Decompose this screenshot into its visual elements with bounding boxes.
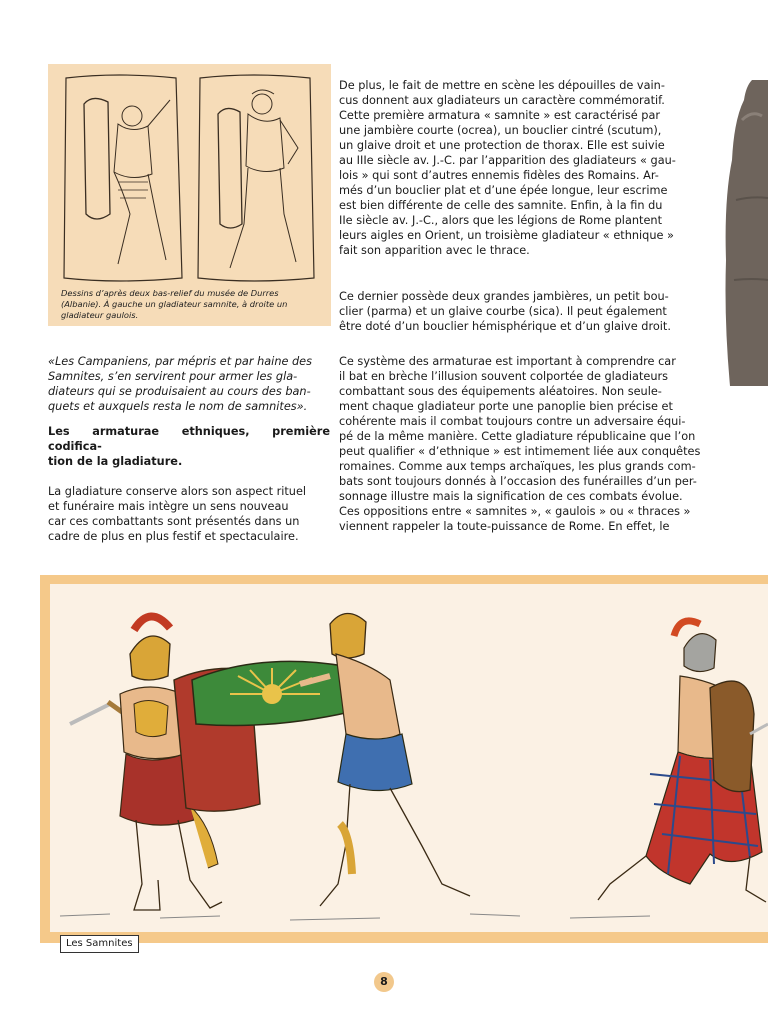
text-line: au IIIe siècle av. J.-C. par l’apparition des gladiateurs « gau- bbox=[339, 154, 676, 167]
text-line: Samnites, s’en servirent pour armer les gla- bbox=[48, 370, 298, 383]
stele-photo bbox=[722, 80, 768, 386]
text-line: est bien différente de celle des samnite. Enfin, à la fin du bbox=[339, 199, 663, 212]
text-line: quets et auxquels resta le nom de samnites». bbox=[48, 400, 308, 413]
campanian-quote bbox=[48, 354, 330, 414]
samnite-gladiators-illustration bbox=[50, 584, 768, 936]
text-line: peut qualifier « d’ethnique » est intimement liée aux conquêtes bbox=[339, 445, 701, 458]
text-line: viennent rappeler la toute-puissance de Rome. En effet, le bbox=[339, 520, 670, 533]
text-line: cus donnent aux gladiateurs un caractère commémoratif. bbox=[339, 94, 665, 107]
text-line: ment chaque gladiateur porte une panoplie bien précise et bbox=[339, 400, 673, 413]
gladiator-gaul bbox=[598, 621, 768, 902]
text-line: romaines. Comme aux temps archaïques, les plus grands com- bbox=[339, 460, 696, 473]
text-line: La gladiature conserve alors son aspect rituel bbox=[48, 485, 307, 498]
text-line: sonnage illustre mais la signification de ces combats évolue. bbox=[339, 490, 683, 503]
text-line: car ces combattants sont présentés dans un bbox=[48, 515, 300, 528]
figure-caption: Dessins d’après deux bas-relief du musée de Durres (Albanie). À gauche un gladiateur samnite, à droite un gladiateur gaulois. bbox=[61, 288, 288, 320]
section-heading bbox=[48, 424, 330, 469]
relief-sketches-illustration bbox=[48, 64, 331, 326]
paragraph-armaturae-system bbox=[339, 354, 721, 534]
text-line: lois » qui sont d’autres ennemis fidèles des Romains. Ar- bbox=[339, 169, 659, 182]
text-line: cohérente mais il combat toujours contre un adversaire équi- bbox=[339, 415, 686, 428]
text-line: IIe siècle av. J.-C., alors que les légions de Rome plantent bbox=[339, 214, 662, 227]
text-line: més d’un bouclier plat et d’une épée longue, leur escrime bbox=[339, 184, 668, 197]
text-line: Les armaturae ethniques, première codifica- bbox=[48, 425, 330, 453]
text-line: diateurs qui se produisaient au cours des ban- bbox=[48, 385, 311, 398]
paragraph-ritual bbox=[48, 484, 330, 544]
text-line: tion de la gladiature. bbox=[48, 455, 183, 468]
text-line: Ces oppositions entre « samnites », « gaulois » ou « thraces » bbox=[339, 505, 691, 518]
text-line: Ce dernier possède deux grandes jambières, un petit bou- bbox=[339, 290, 669, 303]
text-line: être doté d’un bouclier hémisphérique et d’un glaive droit. bbox=[339, 320, 671, 333]
text-line: pé de la même manière. Cette gladiature républicaine que l’on bbox=[339, 430, 696, 443]
text-line: Cette première armatura « samnite » est caractérisé par bbox=[339, 109, 661, 122]
text-line: une jambière courte (ocrea), un bouclier cintré (scutum), bbox=[339, 124, 662, 137]
text-line: combattant sous des équipements aléatoires. Non seule- bbox=[339, 385, 662, 398]
text-line: un glaive droit et une protection de thorax. Elle est suivie bbox=[339, 139, 665, 152]
text-line: «Les Campaniens, par mépris et par haine des bbox=[48, 355, 313, 368]
text-line: bats sont toujours donnés à l’occasion des funérailles d’un per- bbox=[339, 475, 697, 488]
gladiator-samnite-right bbox=[300, 613, 470, 906]
paragraph-thrace bbox=[339, 289, 691, 334]
text-line: cadre de plus en plus festif et spectaculaire. bbox=[48, 530, 299, 543]
gladiator-samnite-left bbox=[70, 616, 260, 910]
page-number: 8 bbox=[374, 972, 394, 992]
text-line: Ce système des armaturae est important à comprendre car bbox=[339, 355, 676, 368]
illustration-label: Les Samnites bbox=[60, 935, 139, 953]
text-line: il bat en brèche l’illusion souvent colportée de gladiateurs bbox=[339, 370, 669, 383]
relief-drawings-panel bbox=[48, 64, 331, 326]
text-line: leurs aigles en Orient, un troisième gladiateur « ethnique » bbox=[339, 229, 674, 242]
text-line: fait son apparition avec le thrace. bbox=[339, 244, 530, 257]
text-line: De plus, le fait de mettre en scène les dépouilles de vain- bbox=[339, 79, 665, 92]
text-line: clier (parma) et un glaive courbe (sica). Il peut également bbox=[339, 305, 667, 318]
paragraph-samnite-armatura bbox=[339, 78, 691, 258]
text-line: et funéraire mais intègre un sens nouveau bbox=[48, 500, 289, 513]
